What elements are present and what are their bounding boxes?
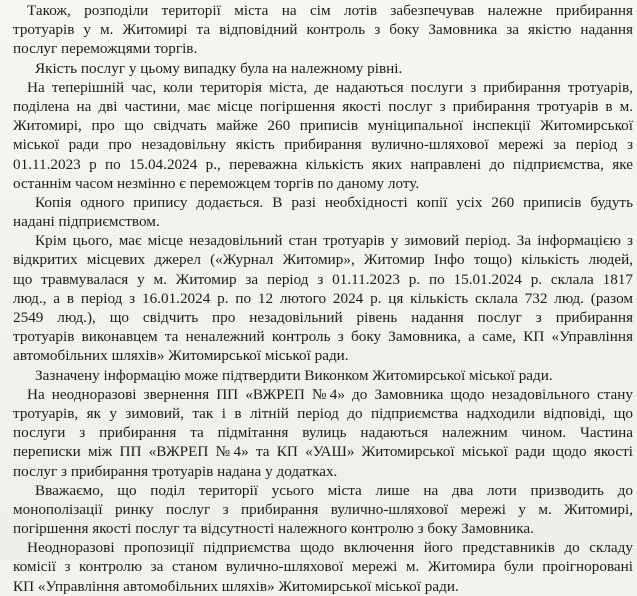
- document-line: останнім часом незмінно є переможцем торгів по даному лоту.: [13, 174, 420, 192]
- document-line: Житомирі, про що свідчать майже 260 приписів муніципальної інспекції Житомирської: [13, 117, 633, 135]
- document-line: люд., а в період з 16.01.2024 р. по 12 лютого 2024 р. ця кількість склала 732 люд. (разом: [13, 289, 633, 307]
- document-line: поділена на дві частини, має місце погіршення якості послуг з прибирання тротуарів в м.: [13, 97, 633, 115]
- document-line: міської ради про незадовільну якість прибирання вулично-шляхової мережі за період з: [13, 136, 633, 154]
- document-line: послуг переможцями торгів.: [13, 40, 198, 58]
- document-line: Зазначену інформацію може підтвердити Виконком Житомирської міської ради.: [35, 366, 553, 384]
- document-line: Вважаємо, що поділ території усього міста лише на два лоти призводить до: [35, 481, 633, 499]
- document-line: автомобільних шляхів» Житомирської міської ради.: [13, 347, 349, 365]
- document-line: відкритих місцевих джерел («Журнал Житомир», Житомир Інфо тощо) кількість людей,: [13, 251, 633, 269]
- document-line: монополізації ринку послуг з прибирання вулично-шляхової мережі у м. Житомирі,: [13, 500, 633, 518]
- document-line: тротуарів виконавцем та неналежний контроль з боку Замовника, а саме, КП «Управління: [13, 328, 633, 346]
- document-line: КП «Управління автомобільних шляхів» Житомирської міської ради.: [13, 577, 459, 595]
- document-line: тротуарів, як у зимовий, так і в літній період до підприємства надходили відповіді, що: [13, 404, 633, 422]
- document-line: На неодноразові звернення ПП «ВЖРЕП №4» до Замовника щодо незадовільного стану: [27, 385, 633, 403]
- document-line: 01.11.2023 р по 15.04.2024 р., переважна кількість яких направлені до підприємства, яке: [13, 155, 633, 173]
- document-line: комісії з контролю за станом вулично-шляхової мережі м. Житомира були проігноровані: [13, 558, 633, 576]
- document-line: погіршення якості послуг та відсутності належного контролю з боку Замовника.: [13, 520, 534, 538]
- document-line: переписки між ПП «ВЖРЕП №4» та КП «УАШ» Житомирської міської ради щодо якості: [13, 443, 633, 461]
- document-line: надані підприємством.: [13, 213, 160, 231]
- document-line: тротуарів у м. Житомирі та відповідний контроль з боку Замовника за якістю надання: [13, 21, 633, 39]
- document-line: 2549 люд.), що свідчить про незадовільний рівень надання послуг з прибирання: [13, 309, 633, 326]
- document-line: послуги з прибирання та підмітання вулиць надаються належним чином. Частина: [13, 424, 633, 442]
- document-line: Також, розподіли території міста на сім лотів забезпечував належне прибирання: [27, 2, 633, 19]
- document-line: Копія одного припису додається. В разі необхідності копії усіх 260 приписів будуть: [35, 193, 633, 211]
- document-line: Неодноразові пропозиції підприємства щодо включення його представників до складу: [27, 539, 633, 557]
- document-text: [13, 1, 633, 596]
- document-line: Крім цього, має місце незадовільний стан тротуарів у зимовий період. За інформацією з: [35, 232, 633, 250]
- document-line: що травмувалася у м. Житомир за період з 01.11.2023 р. по 15.01.2024 р. склала 1817: [13, 270, 633, 288]
- document-line: Якість послуг у цьому випадку була на належному рівні.: [35, 59, 403, 77]
- document-line: На теперішній час, коли територія міста, де надаються послуги з прибирання тротуарів,: [27, 78, 633, 96]
- document-line: послуг з прибирання тротуарів надана у додатках.: [13, 462, 338, 480]
